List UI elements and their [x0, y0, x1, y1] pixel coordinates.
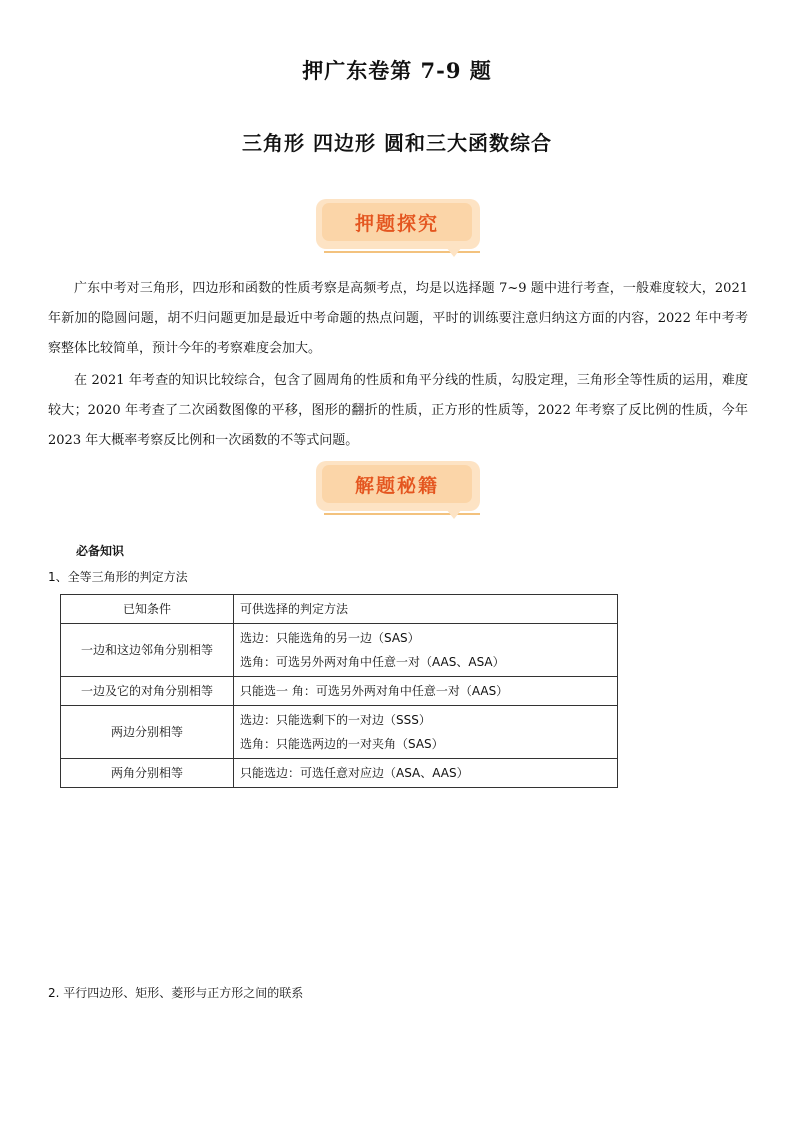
table-header-cell: 已知条件	[61, 595, 234, 624]
method-line: 选角：只能选两边的一对夹角（SAS）	[240, 737, 444, 751]
method-line: 选角：可选另外两对角中任意一对（AAS、ASA）	[240, 655, 505, 669]
table-row	[61, 759, 618, 788]
methods-cell	[234, 706, 618, 759]
explore-badge	[316, 199, 482, 265]
section-1-heading: 1、全等三角形的判定方法	[48, 570, 188, 584]
table-header-row	[61, 595, 618, 624]
section-2-heading: 2. 平行四边形、矩形、菱形与正方形之间的联系	[48, 986, 304, 1000]
method-line: 选边：只能选角的另一边（SAS）	[240, 631, 420, 645]
explore-paragraph-2: 在 2021 年考查的知识比较综合，包含了圆周角的性质和角平分线的性质，勾股定理，三角形全等性质的运用，难度较大；2020 年考查了二次函数图像的平移，图形的翻折的性质，正方形的性质等，2022 年考察了反比例的性质，今年 2023 年大概率考察反比例和一次函数的不等式问题。	[48, 373, 748, 448]
page-title: 押广东卷第 7-9 题	[302, 58, 492, 83]
explore-badge-label: 押题探究	[322, 203, 472, 241]
table-row	[61, 624, 618, 677]
condition-cell: 两角分别相等	[61, 759, 234, 788]
methods-cell	[234, 624, 618, 677]
table-header-cell: 可供选择的判定方法	[234, 595, 618, 624]
table-row	[61, 706, 618, 759]
condition-cell: 两边分别相等	[61, 706, 234, 759]
secret-badge-label: 解题秘籍	[322, 465, 472, 503]
method-line: 只能选一 角：可选另外两对角中任意一对（AAS）	[240, 684, 509, 698]
secret-badge	[316, 461, 482, 527]
knowledge-heading: 必备知识	[76, 544, 125, 558]
methods-cell	[234, 759, 618, 788]
page-subtitle: 三角形 四边形 圆和三大函数综合	[242, 131, 552, 155]
condition-cell: 一边和这边邻角分别相等	[61, 624, 234, 677]
method-line: 选边：只能选剩下的一对边（SSS）	[240, 713, 431, 727]
explore-paragraph-1: 广东中考对三角形，四边形和函数的性质考察是高频考点，均是以选择题 7~9 题中进行考查，一般难度较大，2021 年新加的隐圆问题，胡不归问题更加是最近中考命题的热点问题，平时的训练要注意归纳这方面的内容，2022 年中考考察整体比较简单，预计今年的考察难度会加大。	[48, 281, 748, 356]
table-row	[61, 677, 618, 706]
condition-cell: 一边及它的对角分别相等	[61, 677, 234, 706]
method-line: 只能选边：可选任意对应边（ASA、AAS）	[240, 766, 469, 780]
methods-cell	[234, 677, 618, 706]
congruence-table	[60, 594, 618, 788]
